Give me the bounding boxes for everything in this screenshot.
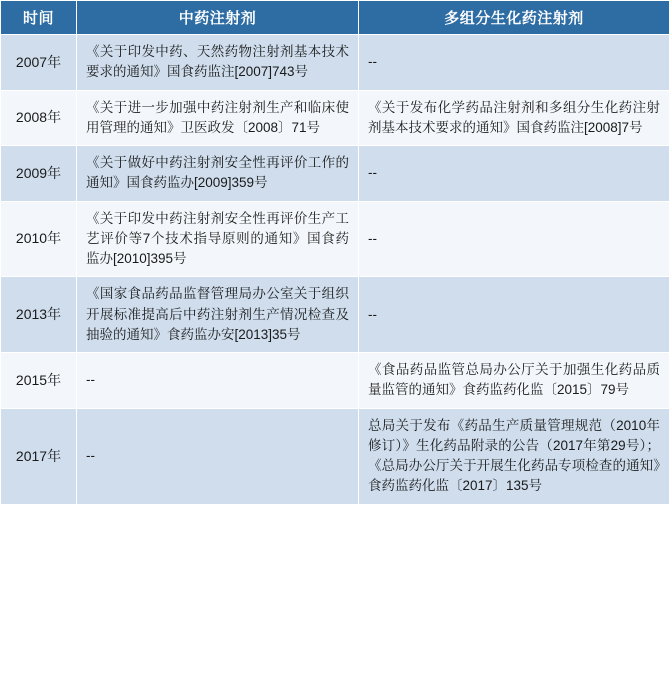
cell-tcm-document: 《关于印发中药注射剂安全性再评价生产工艺评价等7个技术指导原则的通知》国食药监办[2010]395号	[77, 201, 359, 277]
column-header-bio-injection: 多组分生化药注射剂	[359, 1, 669, 35]
cell-tcm-document: 《国家食品药品监督管理局办公室关于组织开展标准提高后中药注射剂生产情况检查及抽验的通知》食药监办安[2013]35号	[77, 277, 359, 353]
cell-year: 2009年	[1, 146, 77, 202]
table-row	[1, 408, 669, 504]
table-body	[1, 35, 669, 505]
table-row	[1, 90, 669, 146]
table-row	[1, 35, 669, 91]
cell-tcm-document: --	[77, 408, 359, 504]
cell-year: 2008年	[1, 90, 77, 146]
cell-bio-document: --	[359, 201, 669, 277]
table-row	[1, 146, 669, 202]
cell-bio-document: --	[359, 146, 669, 202]
cell-tcm-document: --	[77, 353, 359, 409]
table-row	[1, 277, 669, 353]
cell-year: 2017年	[1, 408, 77, 504]
cell-year: 2007年	[1, 35, 77, 91]
cell-bio-document: --	[359, 35, 669, 91]
cell-bio-document: --	[359, 277, 669, 353]
cell-bio-document: 《食品药品监管总局办公厅关于加强生化药品质量监管的通知》食药监药化监〔2015〕79号	[359, 353, 669, 409]
table-row	[1, 353, 669, 409]
cell-tcm-document: 《关于进一步加强中药注射剂生产和临床使用管理的通知》卫医政发〔2008〕71号	[77, 90, 359, 146]
cell-bio-document: 总局关于发布《药品生产质量管理规范（2010年修订）》生化药品附录的公告（2017年第29号）；《总局办公厅关于开展生化药品专项检查的通知》食药监药化监〔2017〕135号	[359, 408, 669, 504]
cell-tcm-document: 《关于印发中药、天然药物注射剂基本技术要求的通知》国食药监注[2007]743号	[77, 35, 359, 91]
table-header	[1, 1, 669, 35]
cell-year: 2015年	[1, 353, 77, 409]
column-header-tcm-injection: 中药注射剂	[77, 1, 359, 35]
cell-year: 2013年	[1, 277, 77, 353]
column-header-year: 时间	[1, 1, 77, 35]
cell-bio-document: 《关于发布化学药品注射剂和多组分生化药注射剂基本技术要求的通知》国食药监注[2008]7号	[359, 90, 669, 146]
table-header-row	[1, 1, 669, 35]
cell-tcm-document: 《关于做好中药注射剂安全性再评价工作的通知》国食药监办[2009]359号	[77, 146, 359, 202]
cell-year: 2010年	[1, 201, 77, 277]
table-row	[1, 201, 669, 277]
